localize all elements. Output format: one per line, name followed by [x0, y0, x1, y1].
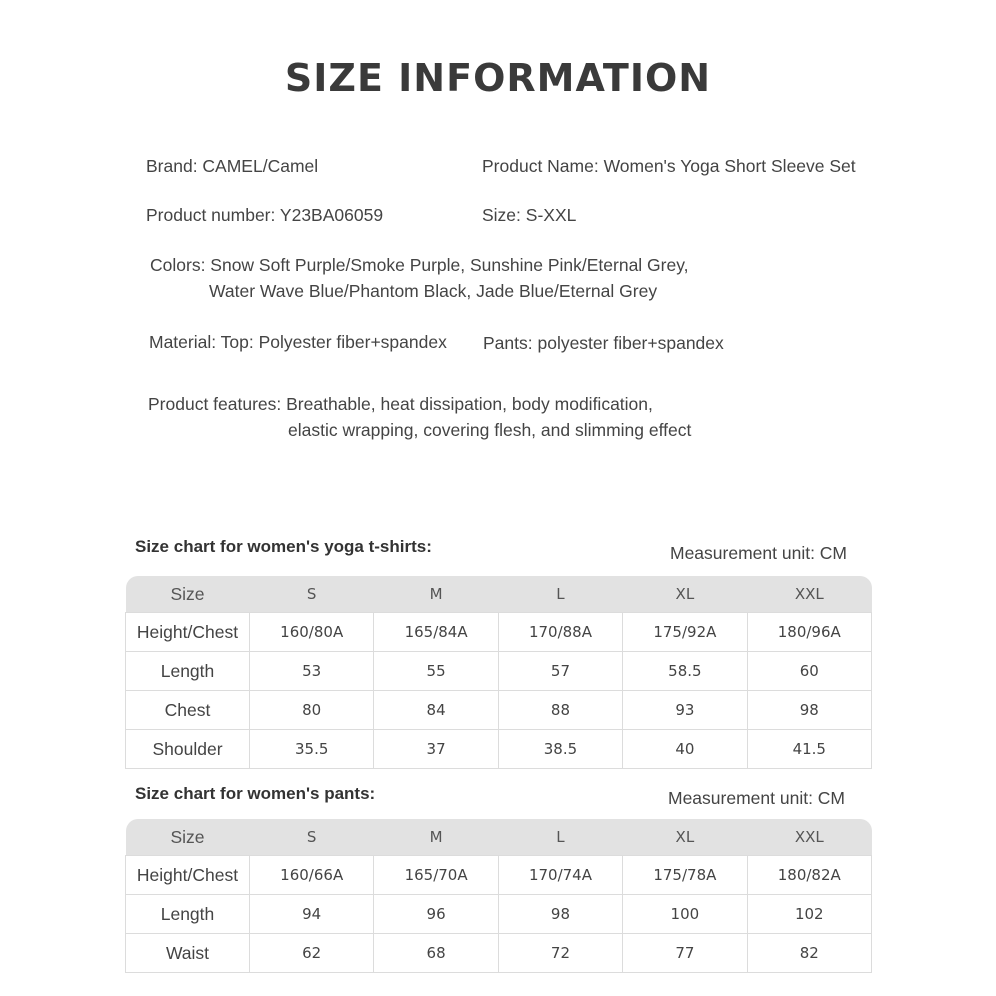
page-title: SIZE INFORMATION — [284, 56, 712, 100]
table-row — [126, 691, 872, 730]
table-row-label: Chest — [126, 691, 250, 730]
table-header-row — [126, 819, 872, 856]
table-cell: 58.5 — [623, 652, 747, 691]
table-header-cell: Size — [126, 819, 250, 856]
table-row-label: Height/Chest — [126, 613, 250, 652]
table-cell: 102 — [747, 895, 871, 934]
table-header-cell: XL — [623, 819, 747, 856]
table-cell: 82 — [747, 934, 871, 973]
table-row — [126, 934, 872, 973]
table-cell: 62 — [250, 934, 374, 973]
pants-size-table — [125, 819, 872, 973]
features-line-2: elastic wrapping, covering flesh, and slimming effect — [288, 420, 692, 440]
table-row-label: Shoulder — [126, 730, 250, 769]
table-cell: 160/80A — [250, 613, 374, 652]
table-cell: 53 — [250, 652, 374, 691]
brand-text: Brand: CAMEL/Camel — [146, 156, 319, 176]
tshirt-size-table — [125, 576, 872, 769]
table-cell: 94 — [250, 895, 374, 934]
tshirt-chart-title: Size chart for women's yoga t-shirts: — [135, 537, 432, 556]
table-header-cell: L — [498, 576, 622, 613]
table-cell: 60 — [747, 652, 871, 691]
table-cell: 84 — [374, 691, 498, 730]
table-cell: 35.5 — [250, 730, 374, 769]
table-cell: 180/96A — [747, 613, 871, 652]
table-cell: 175/92A — [623, 613, 747, 652]
table-cell: 40 — [623, 730, 747, 769]
table-cell: 38.5 — [498, 730, 622, 769]
table-row — [126, 652, 872, 691]
table-cell: 77 — [623, 934, 747, 973]
table-row — [126, 613, 872, 652]
table-cell: 68 — [374, 934, 498, 973]
table-cell: 88 — [498, 691, 622, 730]
table-row-label: Length — [126, 895, 250, 934]
table-cell: 170/74A — [498, 856, 622, 895]
colors-line-2: Water Wave Blue/Phantom Black, Jade Blue/Eternal Grey — [209, 281, 658, 301]
table-cell: 175/78A — [623, 856, 747, 895]
table-row — [126, 895, 872, 934]
table-cell: 160/66A — [250, 856, 374, 895]
table-header-cell: XXL — [747, 576, 871, 613]
colors-line-1: Colors: Snow Soft Purple/Smoke Purple, Sunshine Pink/Eternal Grey, — [150, 255, 689, 275]
table-cell: 98 — [747, 691, 871, 730]
table-header-cell: XXL — [747, 819, 871, 856]
table-row — [126, 730, 872, 769]
material-pants-text: Pants: polyester fiber+spandex — [483, 333, 724, 353]
table-row-label: Waist — [126, 934, 250, 973]
table-header-cell: M — [374, 819, 498, 856]
table-cell: 72 — [498, 934, 622, 973]
table-header-cell: Size — [126, 576, 250, 613]
features-block — [148, 391, 691, 443]
colors-block — [150, 252, 689, 304]
features-line-1: Product features: Breathable, heat dissipation, body modification, — [148, 394, 653, 414]
table-cell: 165/70A — [374, 856, 498, 895]
table-header-cell: S — [250, 576, 374, 613]
table-cell: 165/84A — [374, 613, 498, 652]
table-header-cell: M — [374, 576, 498, 613]
product-number-text: Product number: Y23BA06059 — [146, 205, 384, 225]
product-name-text: Product Name: Women's Yoga Short Sleeve Set — [482, 156, 856, 176]
table-header-cell: L — [498, 819, 622, 856]
table-cell: 96 — [374, 895, 498, 934]
pants-chart-unit: Measurement unit: CM — [668, 788, 846, 808]
size-range-text: Size: S-XXL — [482, 205, 577, 225]
tshirt-chart-unit: Measurement unit: CM — [670, 543, 848, 563]
table-cell: 98 — [498, 895, 622, 934]
table-header-cell: S — [250, 819, 374, 856]
table-header-cell: XL — [623, 576, 747, 613]
table-row-label: Length — [126, 652, 250, 691]
material-top-text: Material: Top: Polyester fiber+spandex — [149, 332, 447, 352]
table-row-label: Height/Chest — [126, 856, 250, 895]
table-cell: 41.5 — [747, 730, 871, 769]
table-cell: 100 — [623, 895, 747, 934]
table-cell: 55 — [374, 652, 498, 691]
table-cell: 57 — [498, 652, 622, 691]
table-cell: 37 — [374, 730, 498, 769]
pants-chart-title: Size chart for women's pants: — [135, 784, 376, 803]
table-cell: 170/88A — [498, 613, 622, 652]
table-row — [126, 856, 872, 895]
table-cell: 80 — [250, 691, 374, 730]
table-header-row — [126, 576, 872, 613]
table-cell: 180/82A — [747, 856, 871, 895]
table-cell: 93 — [623, 691, 747, 730]
